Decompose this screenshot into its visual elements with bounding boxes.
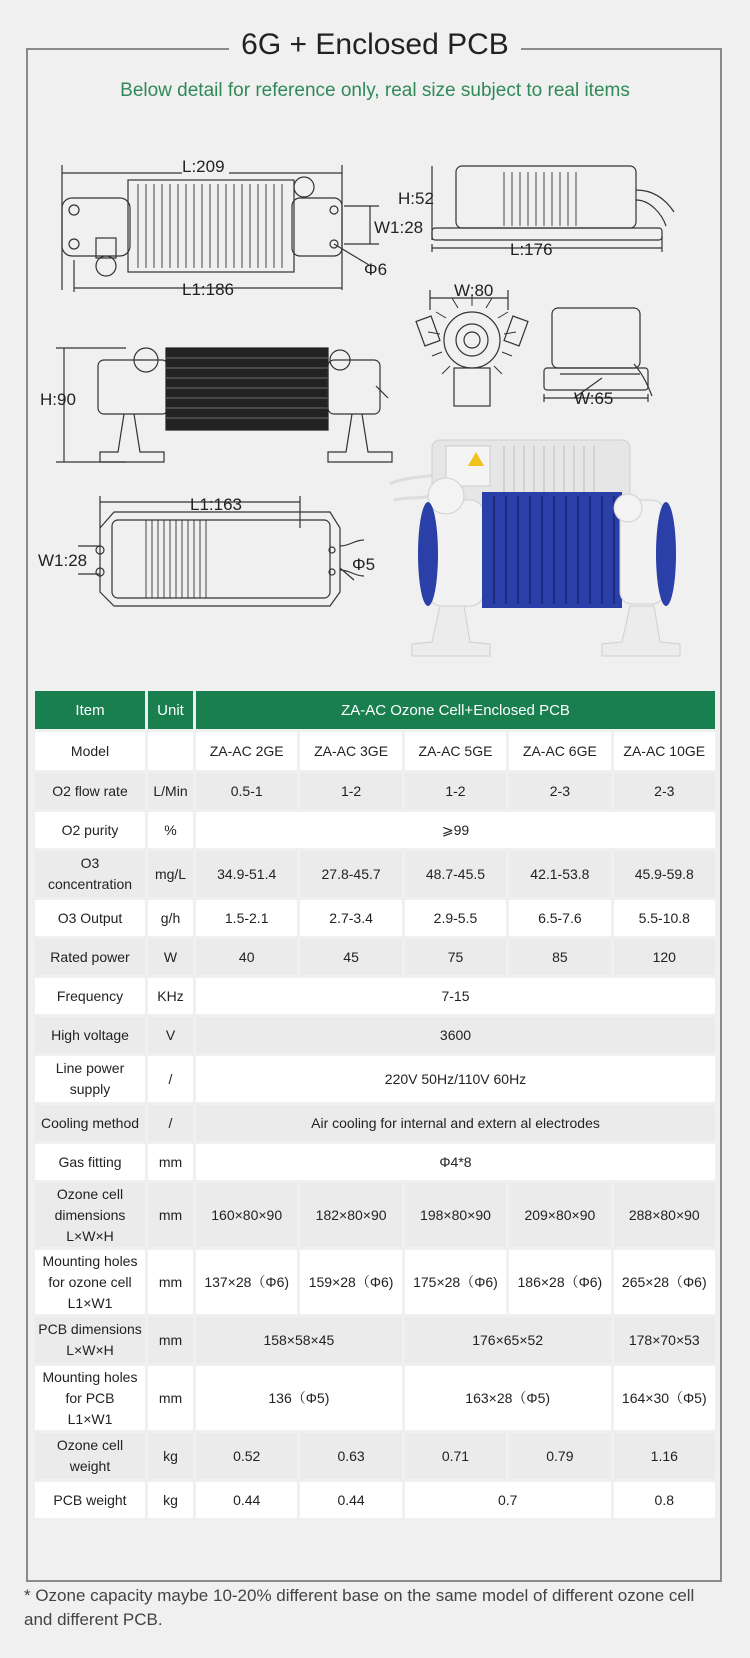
row-unit: KHz — [148, 978, 193, 1014]
table-cell: 137×28（Φ6) — [196, 1250, 297, 1314]
row-label: O2 purity — [35, 812, 145, 848]
row-label: O3 Output — [35, 900, 145, 936]
row-label: Mounting holes for PCB L1×W1 — [35, 1366, 145, 1430]
table-cell: 220V 50Hz/110V 60Hz — [196, 1056, 715, 1102]
label-h90: H:90 — [40, 390, 76, 409]
table-row — [35, 1317, 715, 1363]
table-cell: 160×80×90 — [196, 1183, 297, 1247]
label-l176: L:176 — [510, 240, 553, 259]
label-h52: H:52 — [398, 189, 434, 208]
header-unit: Unit — [148, 691, 193, 729]
table-cell: ⩾99 — [196, 812, 715, 848]
table-cell: 1.16 — [614, 1433, 715, 1479]
row-unit: g/h — [148, 900, 193, 936]
row-label: O2 flow rate — [35, 773, 145, 809]
table-row — [35, 900, 715, 936]
table-row — [35, 1144, 715, 1180]
table-cell: ZA-AC 10GE — [614, 732, 715, 770]
table-cell: 45 — [300, 939, 401, 975]
label-l209: L:209 — [182, 157, 225, 176]
row-label: PCB weight — [35, 1482, 145, 1518]
table-cell: 209×80×90 — [509, 1183, 610, 1247]
row-unit: mm — [148, 1366, 193, 1430]
row-unit — [148, 732, 193, 770]
table-row — [35, 1366, 715, 1430]
table-row — [35, 1105, 715, 1141]
table-row — [35, 978, 715, 1014]
table-cell: 0.8 — [614, 1482, 715, 1518]
table-cell: 175×28（Φ6) — [405, 1250, 506, 1314]
row-unit: mm — [148, 1183, 193, 1247]
table-cell: 159×28（Φ6) — [300, 1250, 401, 1314]
table-row — [35, 732, 715, 770]
table-cell: 85 — [509, 939, 610, 975]
row-unit: mm — [148, 1250, 193, 1314]
table-cell: ZA-AC 3GE — [300, 732, 401, 770]
pcb-end-view — [544, 308, 652, 402]
header-product: ZA-AC Ozone Cell+Enclosed PCB — [196, 691, 715, 729]
table-cell: 0.5-1 — [196, 773, 297, 809]
table-cell: 6.5-7.6 — [509, 900, 610, 936]
table-cell: Φ4*8 — [196, 1144, 715, 1180]
pcb-side-view — [432, 166, 674, 252]
row-label: Frequency — [35, 978, 145, 1014]
table-cell: 0.52 — [196, 1433, 297, 1479]
table-cell: 1.5-2.1 — [196, 900, 297, 936]
table-cell: 178×70×53 — [614, 1317, 715, 1363]
table-cell: 163×28（Φ5) — [405, 1366, 611, 1430]
table-row — [35, 1433, 715, 1479]
table-row — [35, 1017, 715, 1053]
table-cell: 0.63 — [300, 1433, 401, 1479]
row-label: Gas fitting — [35, 1144, 145, 1180]
table-cell: 0.44 — [196, 1482, 297, 1518]
label-w1-28-pcb: W1:28 — [38, 551, 88, 570]
table-cell: 2.9-5.5 — [405, 900, 506, 936]
table-cell: 158×58×45 — [196, 1317, 402, 1363]
table-cell: ZA-AC 6GE — [509, 732, 610, 770]
table-cell: 27.8-45.7 — [300, 851, 401, 897]
row-unit: % — [148, 812, 193, 848]
header-item: Item — [35, 691, 145, 729]
table-cell: 34.9-51.4 — [196, 851, 297, 897]
table-cell: 0.71 — [405, 1433, 506, 1479]
table-cell: 265×28（Φ6) — [614, 1250, 715, 1314]
technical-drawings — [34, 140, 714, 660]
row-label: Rated power — [35, 939, 145, 975]
label-w65: W:65 — [574, 389, 614, 408]
table-cell: 42.1-53.8 — [509, 851, 610, 897]
page-title: 6G + Enclosed PCB — [0, 28, 750, 62]
table-cell: 75 — [405, 939, 506, 975]
row-unit: / — [148, 1056, 193, 1102]
footnote: * Ozone capacity maybe 10-20% different base on the same model of different ozone cell and different PCB. — [24, 1586, 695, 1629]
table-cell: 5.5-10.8 — [614, 900, 715, 936]
table-row — [35, 1250, 715, 1314]
row-unit: mm — [148, 1144, 193, 1180]
table-cell: 198×80×90 — [405, 1183, 506, 1247]
table-cell: 7-15 — [196, 978, 715, 1014]
table-cell: 0.44 — [300, 1482, 401, 1518]
table-cell: 120 — [614, 939, 715, 975]
row-label: High voltage — [35, 1017, 145, 1053]
row-unit: kg — [148, 1433, 193, 1479]
table-cell: 0.7 — [405, 1482, 611, 1518]
table-header-row — [35, 691, 715, 729]
table-cell: 136（Φ5) — [196, 1366, 402, 1430]
table-row — [35, 812, 715, 848]
product-photo — [390, 440, 680, 656]
label-phi5: Φ5 — [352, 555, 376, 574]
table-cell: 176×65×52 — [405, 1317, 611, 1363]
row-label: Ozone cell dimensions L×W×H — [35, 1183, 145, 1247]
table-cell: 48.7-45.5 — [405, 851, 506, 897]
table-row — [35, 939, 715, 975]
row-unit: kg — [148, 1482, 193, 1518]
ozone-cell-top-view — [62, 165, 379, 292]
table-cell: 2-3 — [614, 773, 715, 809]
table-cell: 1-2 — [300, 773, 401, 809]
row-unit: L/Min — [148, 773, 193, 809]
table-cell: ZA-AC 2GE — [196, 732, 297, 770]
table-cell: 1-2 — [405, 773, 506, 809]
specification-table — [32, 688, 718, 1521]
row-label: Line power supply — [35, 1056, 145, 1102]
row-label: Model — [35, 732, 145, 770]
table-cell: ZA-AC 5GE — [405, 732, 506, 770]
table-cell: 2-3 — [509, 773, 610, 809]
table-row — [35, 1183, 715, 1247]
ozone-cell-end-view — [416, 290, 528, 406]
table-cell: 2.7-3.4 — [300, 900, 401, 936]
label-w1-28-cell: W1:28 — [374, 218, 424, 237]
label-w80: W:80 — [454, 281, 494, 300]
table-cell: 3600 — [196, 1017, 715, 1053]
label-l1-186: L1:186 — [182, 280, 234, 299]
row-unit: V — [148, 1017, 193, 1053]
table-row — [35, 851, 715, 897]
table-cell: 182×80×90 — [300, 1183, 401, 1247]
table-row — [35, 1482, 715, 1518]
row-label: O3 concentration — [35, 851, 145, 897]
drawings-svg — [34, 140, 714, 660]
table-cell: 40 — [196, 939, 297, 975]
row-unit: mm — [148, 1317, 193, 1363]
label-l1-163: L1:163 — [190, 495, 242, 514]
row-unit: / — [148, 1105, 193, 1141]
row-unit: mg/L — [148, 851, 193, 897]
table-cell: 0.79 — [509, 1433, 610, 1479]
row-unit: W — [148, 939, 193, 975]
table-row — [35, 1056, 715, 1102]
table-cell: 288×80×90 — [614, 1183, 715, 1247]
table-cell: Air cooling for internal and extern al electrodes — [196, 1105, 715, 1141]
row-label: PCB dimensions L×W×H — [35, 1317, 145, 1363]
row-label: Mounting holes for ozone cell L1×W1 — [35, 1250, 145, 1314]
ozone-cell-front-view — [56, 348, 392, 462]
row-label: Cooling method — [35, 1105, 145, 1141]
subtitle: Below detail for reference only, real size subject to real items — [120, 80, 630, 101]
table-cell: 164×30（Φ5) — [614, 1366, 715, 1430]
row-label: Ozone cell weight — [35, 1433, 145, 1479]
table-cell: 45.9-59.8 — [614, 851, 715, 897]
label-phi6: Φ6 — [364, 260, 388, 279]
table-row — [35, 773, 715, 809]
table-cell: 186×28（Φ6) — [509, 1250, 610, 1314]
